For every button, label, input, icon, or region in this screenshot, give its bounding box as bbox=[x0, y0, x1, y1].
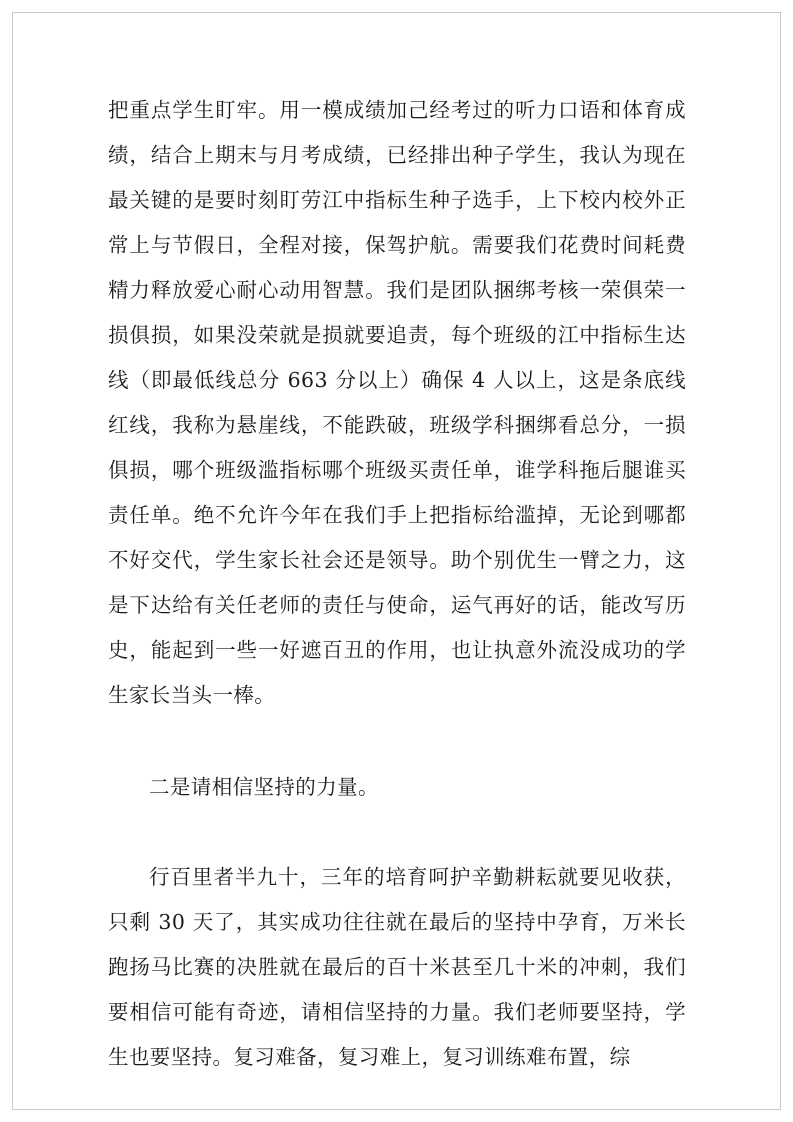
paragraph-spacer-2 bbox=[108, 810, 686, 855]
paragraph-spacer-1 bbox=[108, 718, 686, 765]
paragraph-1: 把重点学生盯牢。用一模成绩加己经考过的听力口语和体育成绩，结合上期末与月考成绩，已经排出种子学生，我认为现在最关键的是要时刻盯劳江中指标生种子选手，上下校内校外正常上与节假日，全程对接，保驾护航。需要我们花费时间耗费精力释放爱心耐心动用智慧。我们是团队捆绑考核一荣俱荣一损俱损，如果没荣就是损就要追责，每个班级的江中指标生达线（即最低线总分 663 分以上）确保 4 人以上，这是条底线红线，我称为悬崖线，不能跌破，班级学科捆绑看总分，一损俱损，哪个班级滥指标哪个班级买责任单，谁学科拖后腿谁买责任单。绝不允许今年在我们手上把指标给滥掉，无论到哪都不好交代，学生家长社会还是领导。助个别优生一臂之力，这是下达给有关任老师的责任与使命，运气再好的话，能改写历史，能起到一些一好遮百丑的作用，也让执意外流没成功的学生家长当头一棒。 bbox=[108, 98, 686, 707]
document-body bbox=[108, 88, 686, 1080]
paragraph-3: 行百里者半九十，三年的培育呵护辛勤耕耘就要见收获，只剩 30 天了，其实成功往往就在最后的坚持中孕育，万米长跑扬马比赛的决胜就在最后的百十米甚至几十米的冲刺，我们要相信可能有奇迹，请相信坚持的力量。我们老师要坚持，学生也要坚持。复习难备，复习难上，复习训练难布置，综 bbox=[108, 865, 686, 1069]
paragraph-2-heading: 二是请相信坚持的力量。 bbox=[149, 775, 379, 799]
